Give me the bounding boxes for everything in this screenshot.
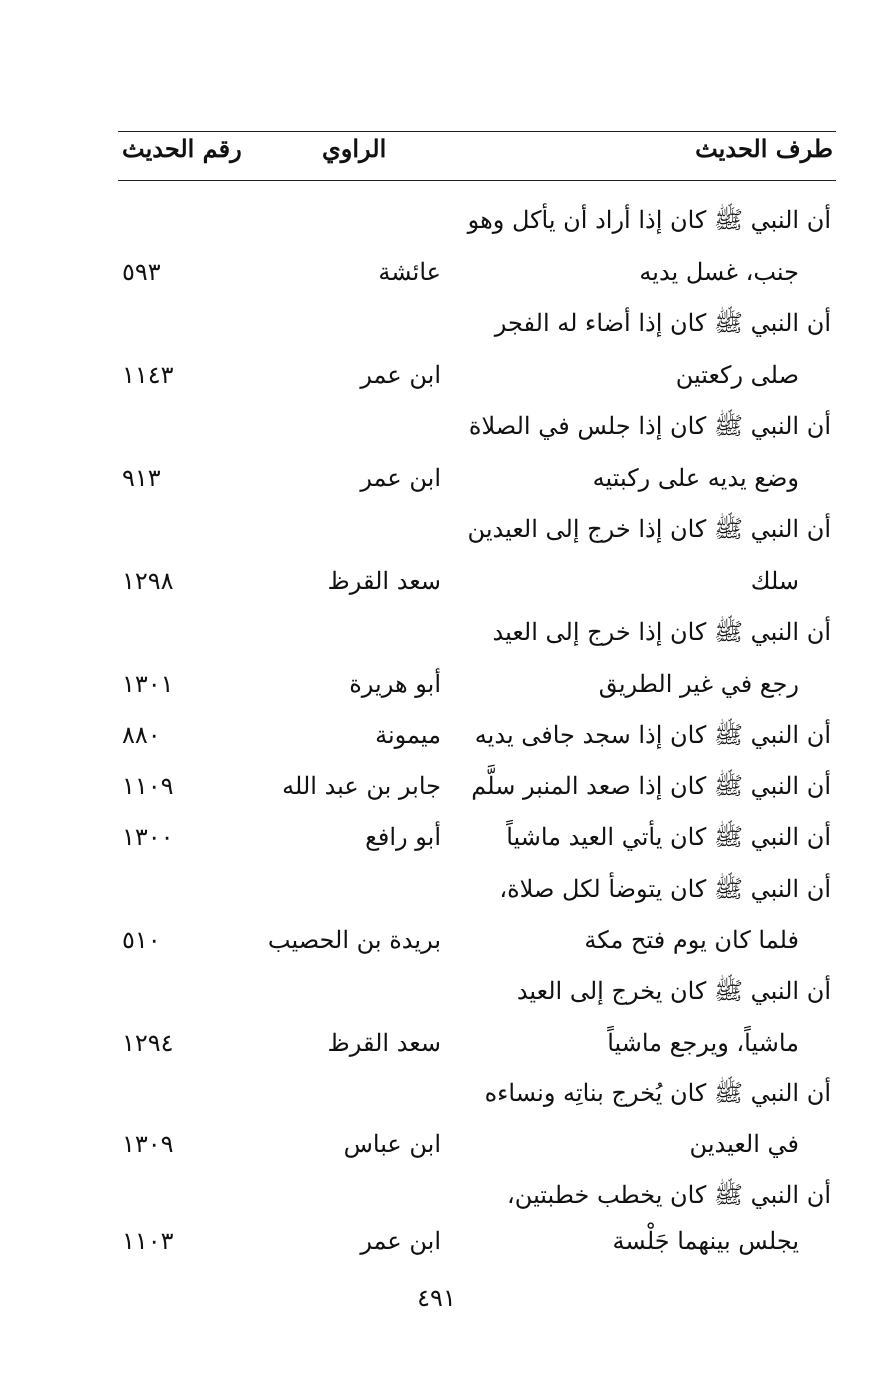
hadith-text-line-1: أن النبي ﷺ كان يأتي العيد ماشياً — [506, 823, 831, 851]
hadith-text-line-2: رجع في غير الطريق — [598, 670, 799, 698]
narrator: جابر بن عبد الله — [282, 772, 441, 800]
hadith-text-line-2: يجلس بينهما جَلْسة — [612, 1227, 799, 1255]
hadith-text-line-1: أن النبي ﷺ كان إذا خرج إلى العيدين — [467, 515, 831, 543]
narrator: بريدة بن الحصيب — [267, 926, 441, 954]
hadith-text-line-2: فلما كان يوم فتح مكة — [584, 926, 799, 954]
hadith-number: ٩١٣ — [122, 464, 161, 492]
narrator: ابن عمر — [360, 464, 441, 492]
hadith-text-line-1: أن النبي ﷺ كان إذا خرج إلى العيد — [492, 618, 831, 646]
hadith-text-line-1: أن النبي ﷺ كان يخرج إلى العيد — [516, 977, 831, 1005]
hadith-number: ١٢٩٤ — [122, 1029, 174, 1057]
hadith-text-line-1: أن النبي ﷺ كان يخطب خطبتين، — [507, 1181, 831, 1209]
hadith-number: ٥٩٣ — [122, 258, 161, 286]
hadith-text-line-1: أن النبي ﷺ كان إذا صعد المنبر سلَّم — [471, 772, 831, 800]
hadith-number: ١٣٠٠ — [122, 823, 174, 851]
hadith-text-line-1: أن النبي ﷺ كان إذا أضاء له الفجر — [494, 309, 831, 337]
hadith-text-line-2: ماشياً، ويرجع ماشياً — [607, 1029, 799, 1057]
narrator: عائشة — [378, 258, 441, 286]
hadith-text-line-2: سلك — [750, 567, 799, 595]
hadith-text-line-1: أن النبي ﷺ كان إذا سجد جافى يديه — [474, 721, 831, 749]
hadith-text-line-2: صلى ركعتين — [675, 361, 799, 389]
narrator: سعد القرظ — [327, 567, 441, 595]
narrator: ميمونة — [375, 721, 441, 749]
narrator: ابن عباس — [343, 1130, 441, 1158]
hadith-number: ١٣٠١ — [122, 670, 174, 698]
hadith-number: ١١٤٣ — [122, 361, 174, 389]
hadith-number: ١١٠٩ — [122, 772, 174, 800]
hadith-text-line-1: أن النبي ﷺ كان إذا أراد أن يأكل وهو — [467, 206, 831, 234]
header-narrator: الراوي — [322, 134, 387, 163]
page-number: ٤٩١ — [417, 1284, 456, 1312]
narrator: ابن عمر — [360, 1227, 441, 1255]
hadith-text-line-1: أن النبي ﷺ كان إذا جلس في الصلاة — [468, 412, 831, 440]
header-hadith-number: رقم الحديث — [122, 134, 242, 163]
hadith-text-line-2: في العيدين — [689, 1130, 799, 1158]
hadith-text-line-1: أن النبي ﷺ كان يتوضأ لكل صلاة، — [499, 875, 831, 903]
narrator: سعد القرظ — [327, 1029, 441, 1057]
header-hadith-start: طرف الحديث — [695, 134, 833, 163]
narrator: ابن عمر — [360, 361, 441, 389]
hadith-number: ٥١٠ — [122, 926, 161, 954]
hadith-text-line-2: جنب، غسل يديه — [639, 258, 799, 286]
hadith-number: ١٢٩٨ — [122, 567, 174, 595]
hadith-text-line-1: أن النبي ﷺ كان يُخرج بناتِه ونساءه — [484, 1079, 831, 1107]
narrator: أبو هريرة — [349, 670, 441, 698]
hadith-number: ١١٠٣ — [122, 1227, 174, 1255]
hadith-number: ٨٨٠ — [122, 721, 161, 749]
hadith-number: ١٣٠٩ — [122, 1130, 174, 1158]
hadith-text-line-2: وضع يديه على ركبتيه — [592, 464, 799, 492]
narrator: أبو رافع — [365, 823, 441, 851]
